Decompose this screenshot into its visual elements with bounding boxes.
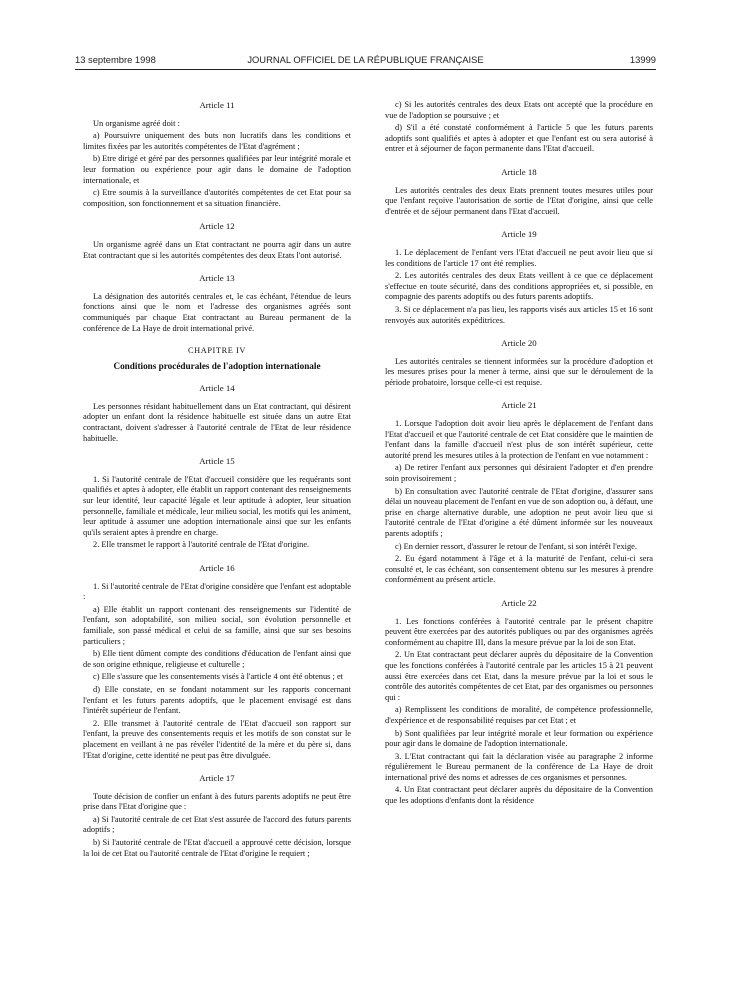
paragraph: Un organisme agréé doit : — [93, 118, 180, 128]
paragraph: d) Elle constate, en se fondant notamment sur les rapports concernant l'enfant et les futurs parents adoptifs, que le placement envisagé est dans l'intérêt supérieur de l'enfant. — [83, 684, 351, 716]
page-header — [75, 54, 656, 68]
paragraph: Un organisme agréé dans un Etat contractant ne pourra agir dans un autre Etat contractant que si les autorités compétentes des deux Etats l'ont autorisé. — [83, 239, 351, 260]
article-heading: Article 19 — [501, 229, 537, 240]
paragraph: d) S'il a été constaté conformément à l'article 5 que les futurs parents adoptifs sont qualifiés et aptes à adopter et que l'enfant est ou sera autorisé à entrer et à séjourner de façon permanente dans l'Etat d'accueil. — [385, 123, 653, 154]
paragraph: 1. Si l'autorité centrale de l'Etat d'origine considère que l'enfant est adoptable : — [83, 581, 351, 602]
article-heading: Article 21 — [501, 400, 537, 411]
paragraph: 1. Les fonctions conférées à l'autorité centrale par le présent chapitre peuvent être exercées par des autorités publiques ou par des organismes agréés conformément au chapitre III, dans la mesure prévue par la loi de son Etat. — [385, 616, 653, 647]
paragraph: 2. Eu égard notamment à l'âge et à la maturité de l'enfant, celui-ci sera consulté et, le cas échéant, son consentement obtenu sur les mesures à prendre conformément au présent article. — [385, 554, 653, 585]
right-column — [385, 100, 653, 809]
article-heading: Article 11 — [199, 100, 235, 110]
article-heading: Article 16 — [199, 563, 235, 573]
article-heading: Article 18 — [501, 166, 537, 177]
paragraph: c) Elle s'assure que les consentements visés à l'article 4 ont été obtenus ; et — [93, 672, 344, 682]
paragraph: c) En dernier ressort, d'assurer le retour de l'enfant, si son intérêt l'exige. — [395, 541, 637, 551]
article-heading: Article 12 — [199, 221, 235, 232]
paragraph: 3. L'Etat contractant qui fait la déclaration visée au paragraphe 2 informe régulièrement le Bureau permanent de la conférence de La Haye de droit international privé des noms et adresses de ces organismes et personnes. — [385, 751, 653, 782]
header-page-number: 13999 — [629, 54, 656, 65]
paragraph: 2. Un Etat contractant peut déclarer auprès du dépositaire de la Convention que les fonctions conférées à l'autorité centrale par les articles 15 à 21 peuvent aussi être exercées dans cet Etat, dans la mesure prévue par la loi et sous le contrôle des autorités compétentes de cet Etat, par des organismes ou personnes qui : — [385, 650, 653, 702]
chapter-title: Conditions procédurales de l'adoption internationale — [113, 360, 321, 371]
paragraph: 1. Si l'autorité centrale de l'Etat d'accueil considère que les requérants sont qualifiés et aptes à adopter, elle établit un rapport contenant des renseignements sur leur identité, leur capacité légale et leur aptitude à adopter, leur situation personnelle, familiale et médicale, leur milieu social, les motifs qui les animent, leur aptitude à assumer une adoption internationale ainsi que sur les enfants qu'ils seraient aptes à prendre en charge. — [83, 474, 351, 537]
paragraph: a) Remplissent les conditions de moralité, de compétence professionnelle, d'expérience et de responsabilité requises par cet Etat ; et — [385, 705, 653, 725]
article-heading: Article 14 — [199, 383, 235, 394]
paragraph: Les autorités centrales des deux Etats prennent toutes mesures utiles pour que l'enfant reçoive l'autorisation de sortie de l'Etat d'origine, ainsi que celle d'entrée et de séjour permanent dans l'Etat d'accueil. — [385, 185, 653, 216]
paragraph: Toute décision de confier un enfant à des futurs parents adoptifs ne peut être prise dans l'Etat d'origine que : — [83, 791, 351, 812]
header-date: 13 septembre 1998 — [75, 54, 156, 65]
paragraph: c) Etre soumis à la surveillance d'autorités compétentes de cet Etat pour sa composition, son fonctionnement et sa situation financière. — [83, 188, 351, 208]
paragraph: b) Si l'autorité centrale de l'Etat d'accueil a approuvé cette décision, lorsque la loi de cet Etat ou l'autorité centrale de l'Etat d'origine le requiert ; — [83, 838, 351, 858]
header-journal-title: JOURNAL OFFICIEL DE LA RÉPUBLIQUE FRANÇAISE — [247, 54, 484, 65]
paragraph: a) Elle établit un rapport contenant des renseignements sur l'identité de l'enfant, son adoptabilité, son milieu social, son évolution personnelle et familiale, son passé médical et celui de sa famille, ainsi que sur ses besoins particuliers ; — [83, 604, 351, 646]
paragraph: b) Sont qualifiées par leur intégrité morale et leur formation ou expérience pour agir dans le domaine de l'adoption internationale. — [385, 728, 653, 749]
paragraph: 2. Elle transmet le rapport à l'autorité centrale de l'Etat d'origine. — [93, 540, 310, 550]
paragraph: a) De retirer l'enfant aux personnes qui désiraient l'adopter et d'en prendre soin provisoirement ; — [385, 463, 653, 484]
paragraph: b) Elle tient dûment compte des conditions d'éducation de l'enfant ainsi que de son origine ethnique, religieuse et culturelle ; — [83, 649, 351, 669]
paragraph: 1. Lorsque l'adoption doit avoir lieu après le déplacement de l'enfant dans l'Etat d'accueil et que l'autorité centrale de cet Etat considère que le maintien de l'enfant dans la famille d'accueil n'est plus de son intérêt supérieur, cette autorité prend les mesures utiles à la protection de l'enfant en vue notamment : — [385, 419, 653, 460]
paragraph: c) Si les autorités centrales des deux Etats ont accepté que la procédure en vue de l'adoption se poursuive ; et — [385, 100, 653, 120]
chapter-label: CHAPITRE IV — [188, 346, 246, 356]
paragraph: 2. Les autorités centrales des deux Etats veillent à ce que ce déplacement s'effectue en toute sécurité, dans des conditions appropriées et, si possible, en compagnie des parents adoptifs ou des futurs parents adoptifs. — [385, 271, 653, 302]
paragraph: Les personnes résidant habituellement dans un Etat contractant, qui désirent adopter un enfant dont la résidence habituelle est située dans un autre Etat contractant, doivent s'adresser à l'autorité centrale de l'Etat de leur résidence habituelle. — [83, 401, 351, 443]
paragraph: Les autorités centrales se tiennent informées sur la procédure d'adoption et les mesures prises pour la mener à terme, ainsi que sur le déroulement de la période probatoire, lorsque celle-ci est requise. — [385, 356, 653, 387]
paragraph: a) Poursuivre uniquement des buts non lucratifs dans les conditions et limites fixées par les autorités compétentes de l'Etat d'agrément ; — [83, 131, 351, 151]
article-heading: Article 17 — [199, 773, 235, 784]
paragraph: 2. Elle transmet à l'autorité centrale de l'Etat d'accueil son rapport sur l'enfant, la preuve des consentements requis et les motifs de son constat sur le placement en veillant à ne pas révéler l'identité de la mère et du père si, dans l'Etat d'origine, cette identité ne peut pas être divulguée. — [83, 718, 351, 760]
paragraph: La désignation des autorités centrales et, le cas échéant, l'étendue de leurs fonctions ainsi que le nom et l'adresse des organismes agréés sont communiqués par chaque Etat contractant au Bureau permanent de la conférence de La Haye de droit international privé. — [83, 291, 351, 333]
article-heading: Article 20 — [501, 338, 537, 349]
paragraph: b) En consultation avec l'autorité centrale de l'Etat d'origine, d'assurer sans délai un nouveau placement de l'enfant en vue de son adoption ou, à défaut, une prise en charge alternative durable, une adoption ne peut avoir lieu que si l'autorité centrale de l'Etat d'origine a été dûment informée sur les nouveaux parents adoptifs ; — [385, 486, 653, 538]
left-column — [83, 100, 351, 861]
paragraph: 1. Le déplacement de l'enfant vers l'Etat d'accueil ne peut avoir lieu que si les conditions de l'article 17 ont été remplies. — [385, 247, 653, 268]
article-heading: Article 15 — [199, 456, 235, 467]
paragraph: a) Si l'autorité centrale de cet Etat s'est assurée de l'accord des futurs parents adoptifs ; — [83, 814, 351, 835]
paragraph: 3. Si ce déplacement n'a pas lieu, les rapports visés aux articles 15 et 16 sont renvoyés aux autorités expéditrices. — [385, 304, 653, 325]
paragraph: 4. Un Etat contractant peut déclarer auprès du dépositaire de la Convention que les adoptions d'enfants dont la résidence — [385, 785, 653, 806]
article-heading: Article 22 — [501, 597, 537, 608]
article-heading: Article 13 — [199, 273, 235, 284]
paragraph: b) Etre dirigé et géré par des personnes qualifiées par leur intégrité morale et leur formation ou expérience pour agir dans le domaine de l'adoption internationale, et — [83, 154, 351, 185]
header-rule — [75, 69, 656, 70]
